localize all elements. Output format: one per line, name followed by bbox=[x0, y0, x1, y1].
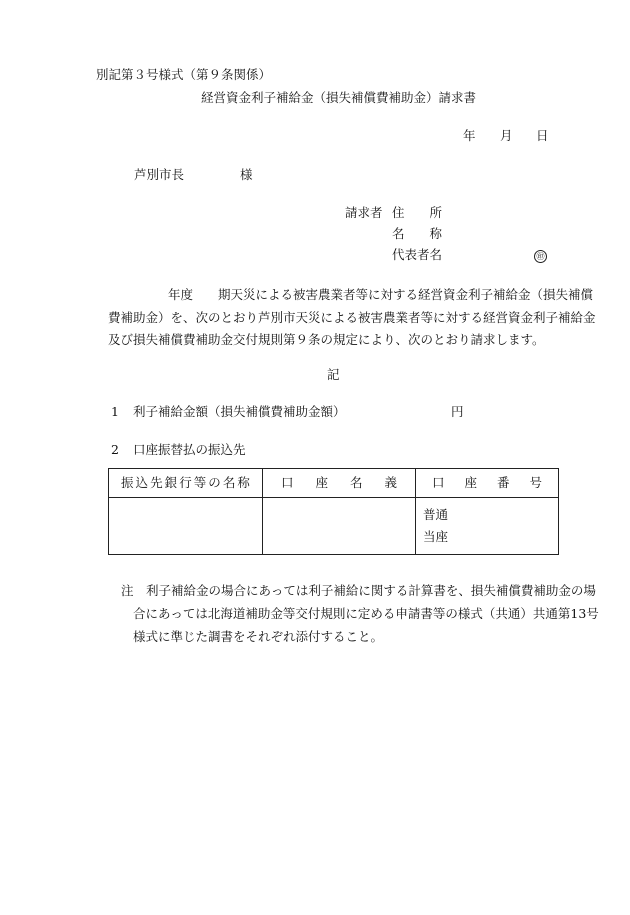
bank-name-cell[interactable] bbox=[109, 498, 263, 555]
item-1-number: 1 bbox=[111, 404, 119, 419]
table-header-row bbox=[109, 469, 559, 498]
document-title: 経営資金利子補給金（損失補償費補助金）請求書 bbox=[201, 90, 477, 105]
claimant-name-label: 名 称 bbox=[392, 226, 443, 241]
item-1-label: 利子補給金額（損失補償費補助金額） bbox=[133, 404, 346, 419]
account-holder-cell[interactable] bbox=[263, 498, 416, 555]
date-day: 日 bbox=[536, 128, 549, 143]
header-char: の bbox=[208, 474, 221, 490]
claimant-label: 請求者 bbox=[345, 205, 383, 220]
claimant-address-label: 住 所 bbox=[392, 205, 443, 220]
header-char: 先 bbox=[150, 474, 163, 490]
header-account-holder bbox=[263, 469, 416, 498]
header-bank-name bbox=[109, 469, 263, 498]
header-char: 等 bbox=[193, 474, 207, 490]
note-line-2: 合にあっては北海道補助金等交付規則に定める申請書等の様式（共通）共通第13号 bbox=[133, 606, 599, 621]
header-char: 座 bbox=[464, 474, 477, 490]
header-char: 口 bbox=[281, 474, 294, 490]
header-char: 行 bbox=[179, 474, 192, 490]
table-row bbox=[109, 498, 559, 555]
body-line-2: 費補助金）を、次のとおり芦別市天災による被害農業者等に対する経営資金利子補給金 bbox=[108, 310, 596, 325]
item-2-number: 2 bbox=[111, 442, 119, 457]
header-char: 号 bbox=[529, 474, 542, 490]
date-year: 年 bbox=[463, 128, 476, 143]
addressee-honorific: 様 bbox=[240, 167, 253, 182]
header-char: 口 bbox=[432, 474, 445, 490]
header-char: 義 bbox=[384, 474, 397, 490]
header-char: 座 bbox=[315, 474, 328, 490]
account-number-cell[interactable] bbox=[416, 498, 559, 555]
account-type-current: 当座 bbox=[423, 529, 449, 544]
header-char: 銀 bbox=[164, 474, 178, 490]
note-line-1: 注 利子補給金の場合にあっては利子補給に関する計算書を、損失補償費補助金の場 bbox=[121, 583, 596, 598]
header-char: 番 bbox=[496, 474, 510, 490]
note-line-3: 様式に準じた調書をそれぞれ添付すること。 bbox=[133, 629, 384, 644]
bank-account-table bbox=[108, 468, 559, 555]
header-account-number bbox=[416, 469, 559, 498]
header-char: 込 bbox=[135, 474, 149, 490]
header-char: 名 bbox=[222, 474, 236, 490]
header-char: 振 bbox=[121, 474, 134, 490]
item-2-label: 口座振替払の振込先 bbox=[133, 442, 246, 457]
header-char: 称 bbox=[237, 474, 250, 490]
account-type-ordinary: 普通 bbox=[423, 507, 449, 522]
ki-heading: 記 bbox=[327, 367, 340, 382]
date-month: 月 bbox=[500, 128, 513, 143]
item-1-unit: 円 bbox=[451, 404, 464, 419]
seal-mark bbox=[534, 249, 547, 263]
claimant-representative-label: 代表者名 bbox=[392, 247, 443, 262]
addressee-name: 芦別市長 bbox=[134, 167, 185, 182]
form-number: 別記第３号様式（第９条関係） bbox=[96, 67, 272, 82]
body-line-1: 年度 期天災による被害農業者等に対する経営資金利子補給金（損失補償 bbox=[168, 287, 594, 302]
seal-icon: ㊞ bbox=[534, 250, 547, 263]
header-char: 名 bbox=[349, 474, 363, 490]
body-line-3: 及び損失補償費補助金交付規則第９条の規定により、次のとおり請求します。 bbox=[108, 332, 545, 347]
